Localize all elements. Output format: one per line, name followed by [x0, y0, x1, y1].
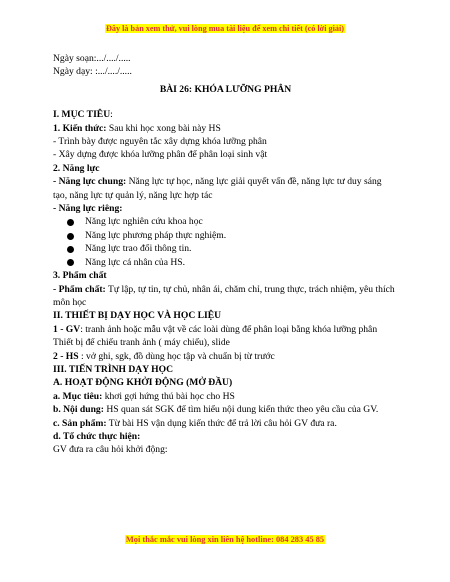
- list-item: [53, 256, 398, 269]
- hoat-dong-heading: A. HOẠT ĐỘNG KHỞI ĐỘNG (MỞ ĐẦU): [53, 377, 233, 389]
- nang-luc-chung: [53, 175, 398, 202]
- muc-tieu-a: [53, 390, 398, 403]
- muc-tieu-a-label: a. Mục tiêu:: [53, 390, 103, 402]
- hs-label: 2 - HS: [53, 350, 79, 362]
- kien-thuc: [53, 122, 398, 135]
- muc-tieu-a-text: khơi gợi hứng thú bài học cho HS: [102, 390, 235, 402]
- list-item: [53, 215, 398, 228]
- kien-thuc-label: 1. Kiến thức:: [53, 122, 107, 134]
- bullet-icon: [67, 233, 74, 240]
- gv-text: : tranh ảnh hoặc mẫu vật về các loài dùng để phân loại bằng khóa lưỡng phân: [80, 323, 378, 335]
- ngay-soan: Ngày soạn:.../..../.....: [53, 53, 131, 64]
- hotline-footer: [0, 535, 450, 544]
- nang-luc-chung-label: - Năng lực chung:: [53, 176, 127, 188]
- hs-text: : vở ghi, sgk, đồ dùng học tập và chuẩn bị từ trước: [78, 350, 275, 362]
- kien-thuc-item: - Xây dựng được khóa lưỡng phân để phân loại sinh vật: [53, 149, 268, 161]
- san-pham: [53, 417, 398, 430]
- list-item-text: Năng lực phương pháp thực nghiệm.: [85, 229, 227, 241]
- preview-banner-text: Đây là bản xem thử, vui lòng mua tài liệu để xem chi tiết (có lời giải): [105, 24, 344, 33]
- hotline-text: Mọi thắc mắc vui lòng xin liên hệ hotline: 084 283 45 85: [125, 535, 325, 544]
- list-item-text: Năng lực cá nhân của HS.: [85, 256, 186, 268]
- noi-dung-text: HS quan sát SGK để tìm hiểu nội dung kiến thức theo yêu cầu của GV.: [103, 404, 379, 416]
- section-tien-trinh-heading: III. TIẾN TRÌNH DẠY HỌC: [53, 363, 174, 375]
- ngay-day: Ngày dạy: :.../..../.....: [53, 66, 132, 78]
- nang-luc-chung-text: Năng lực tự học, năng lực giải quyết vấn đề, năng lực tư duy sáng tạo, năng lực tự quản lý, năng lực hợp tác: [53, 176, 382, 201]
- lesson-document: [53, 52, 398, 457]
- gv-materials: [53, 323, 398, 336]
- nang-luc-rieng-label: - Năng lực riêng:: [53, 203, 123, 215]
- gv-label: 1 - GV: [53, 323, 81, 335]
- pham-chat-text: Tự lập, tự tin, tự chủ, nhân ái, chăm chỉ, trung thực, trách nhiệm, yêu thích môn học: [53, 283, 395, 308]
- gv-equipment: Thiết bị để chiếu tranh ảnh ( máy chiếu), slide: [53, 337, 230, 349]
- pham-chat-label: - Phẩm chất:: [53, 283, 106, 295]
- pham-chat-heading: 3. Phẩm chất: [53, 270, 107, 282]
- preview-banner: [0, 24, 450, 33]
- section-thiet-bi-heading: II. THIẾT BỊ DẠY HỌC VÀ HỌC LIỆU: [53, 310, 222, 322]
- san-pham-text: Từ bài HS vận dụng kiến thức để trả lời câu hỏi GV đưa ra.: [106, 417, 337, 429]
- hs-materials: [53, 350, 398, 363]
- kien-thuc-text: Sau khi học xong bài này HS: [106, 122, 221, 134]
- to-chuc-text: GV đưa ra câu hỏi khởi động:: [53, 444, 168, 456]
- list-item: [53, 242, 398, 255]
- list-item: [53, 229, 398, 242]
- lesson-title: BÀI 26: KHÓA LƯỠNG PHÂN: [159, 83, 292, 95]
- list-item-text: Năng lực nghiên cứu khoa học: [85, 216, 203, 228]
- section-muc-tieu-heading: I. MỤC TIÊU: [53, 109, 111, 121]
- section-muc-tieu: [53, 108, 398, 121]
- san-pham-label: c. Sản phẩm:: [53, 417, 107, 429]
- noi-dung-label: b. Nội dung:: [53, 404, 104, 416]
- section-muc-tieu-colon: :: [110, 109, 113, 121]
- noi-dung: [53, 403, 398, 416]
- to-chuc-label: d. Tổ chức thực hiện:: [53, 430, 141, 442]
- pham-chat: [53, 283, 398, 310]
- kien-thuc-item: - Trình bày được nguyên tắc xây dựng khóa lưỡng phân: [53, 136, 267, 148]
- list-item-text: Năng lực trao đổi thông tin.: [85, 243, 192, 255]
- nang-luc-heading: 2. Năng lực: [53, 162, 100, 174]
